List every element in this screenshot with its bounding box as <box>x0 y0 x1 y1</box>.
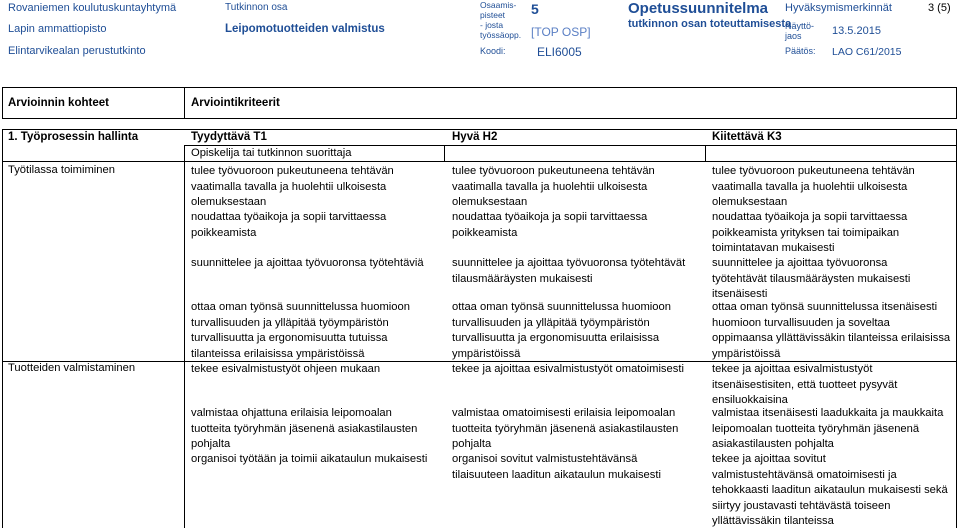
criterion-item: ottaa oman työnsä suunnittelussa itsenäisesti huomioon turvallisuuden ja soveltaa oppimaansa yllättävissäkin tilanteissa erilaisissa ympäristöissä <box>712 301 951 360</box>
criteria-heading: Arviointikriteerit <box>191 97 280 109</box>
criterion-item: noudattaa työaikoja ja sopii tarvittaessa poikkeamista yrityksen tai toimipaikan toimintatavan mukaisesti <box>712 211 908 254</box>
grade-k3: Kiitettävä K3 <box>712 131 782 143</box>
unit-label: Tutkinnon osa <box>225 2 288 13</box>
credits-value: 5 <box>531 1 539 17</box>
credits-label: Osaamis- pisteet - josta työssäopp. <box>480 0 522 40</box>
criterion-item: noudattaa työaikoja ja sopii tarvittaessa poikkeamista <box>452 211 648 239</box>
code-label: Koodi: <box>480 46 506 56</box>
code-value: ELI6005 <box>537 45 582 59</box>
criterion-item: ottaa oman työnsä suunnittelussa huomioon turvallisuuden ja ylläpitää työympäristön turvallisuutta ja ergonomisuutta tutuissa tilanteissa erilaisissa ympäristöissä <box>191 301 410 360</box>
criterion-item: suunnittelee ja ajoittaa työvuoronsa työtehtäviä <box>191 257 424 269</box>
criterion-item: ottaa oman työnsä suunnittelussa huomioon turvallisuuden ja ylläpitää työympäristön turvallisuutta ja ergonomisuutta erilaisissa ympäristöissä <box>452 301 671 360</box>
doc-subtitle: tutkinnon osan toteuttamisesta <box>628 18 792 30</box>
doc-title: Opetussuunnitelma <box>628 0 769 17</box>
top-osp: [TOP OSP] <box>531 25 591 39</box>
decision-label: Päätös: <box>785 46 816 56</box>
section-title: 1. Työprosessin hallinta <box>8 131 139 143</box>
school-name: Lapin ammattiopisto <box>8 23 107 35</box>
criterion-item: organisoi sovitut valmistustehtävänsä tilaisuuteen laaditun aikataulun mukaisesti <box>452 453 661 481</box>
criterion-item: valmistaa omatoimisesti erilaisia leipomoalan tuotteita työryhmän jäsenenä asiakastilausten pohjalta <box>452 407 679 450</box>
approval-label: Hyväksymismerkinnät <box>785 2 892 14</box>
criterion-item: organisoi työtään ja toimii aikataulun mukaisesti <box>191 453 428 465</box>
criterion-item: valmistaa ohjattuna erilaisia leipomoalan tuotteita työryhmän jäsenenä asiakastilausten pohjalta <box>191 407 418 450</box>
performer-subheader: Opiskelija tai tutkinnon suorittaja <box>191 147 352 159</box>
criterion-item: tekee ja ajoittaa esivalmistustyöt itsenäisestisiten, että tuotteet pysyvät ensiluokkaisina <box>712 363 898 406</box>
decision-value: LAO C61/2015 <box>832 46 902 58</box>
criterion-item: tekee ja ajoittaa sovitut valmistustehtävänsä omatoimisesti ja tehokkaasti laaditun aikataulun mukaisesti sekä siirtyy joustavasti tehtävästä toiseen yllättävissäkin tilanteissa <box>712 453 948 527</box>
page-number: 3 (5) <box>928 2 951 14</box>
demo-label: Näyttö- jaos <box>785 21 815 41</box>
targets-heading: Arvioinnin kohteet <box>8 97 109 109</box>
degree-name: Elintarvikealan perustutkinto <box>8 45 146 57</box>
criterion-item: valmistaa itsenäisesti laadukkaita ja maukkaita leipomoalan tuotteita työryhmän jäsenenä asiakastilausten pohjalta <box>712 407 944 450</box>
criterion-item: noudattaa työaikoja ja sopii tarvittaessa poikkeamista <box>191 211 387 239</box>
criterion-item: tulee työvuoroon pukeutuneena tehtävän vaatimalla tavalla ja huolehtii ulkoisesta olemuksestaan <box>452 165 655 208</box>
grade-h2: Hyvä H2 <box>452 131 498 143</box>
criterion-item: tekee ja ajoittaa esivalmistustyöt omatoimisesti <box>452 363 684 375</box>
criterion-item: tekee esivalmistustyöt ohjeen mukaan <box>191 363 381 375</box>
target-production: Tuotteiden valmistaminen <box>8 362 136 374</box>
criterion-item: tulee työvuoroon pukeutuneena tehtävän vaatimalla tavalla ja huolehtii ulkoisesta olemuksestaan <box>191 165 394 208</box>
org-name: Rovaniemen koulutuskuntayhtymä <box>8 2 177 14</box>
criterion-item: tulee työvuoroon pukeutuneena tehtävän vaatimalla tavalla ja huolehtii ulkoisesta olemuksestaan <box>712 165 915 208</box>
grade-t1: Tyydyttävä T1 <box>191 131 267 143</box>
demo-date: 13.5.2015 <box>832 25 881 37</box>
criterion-item: suunnittelee ja ajoittaa työvuoronsa työtehtävät tilausmääräysten mukaisesti itsenäisesti <box>712 257 911 300</box>
target-workspace: Työtilassa toimiminen <box>8 164 115 176</box>
criterion-item: suunnittelee ja ajoittaa työvuoronsa työtehtävät tilausmääräysten mukaisesti <box>452 257 686 285</box>
unit-name: Leipomotuotteiden valmistus <box>225 23 385 35</box>
